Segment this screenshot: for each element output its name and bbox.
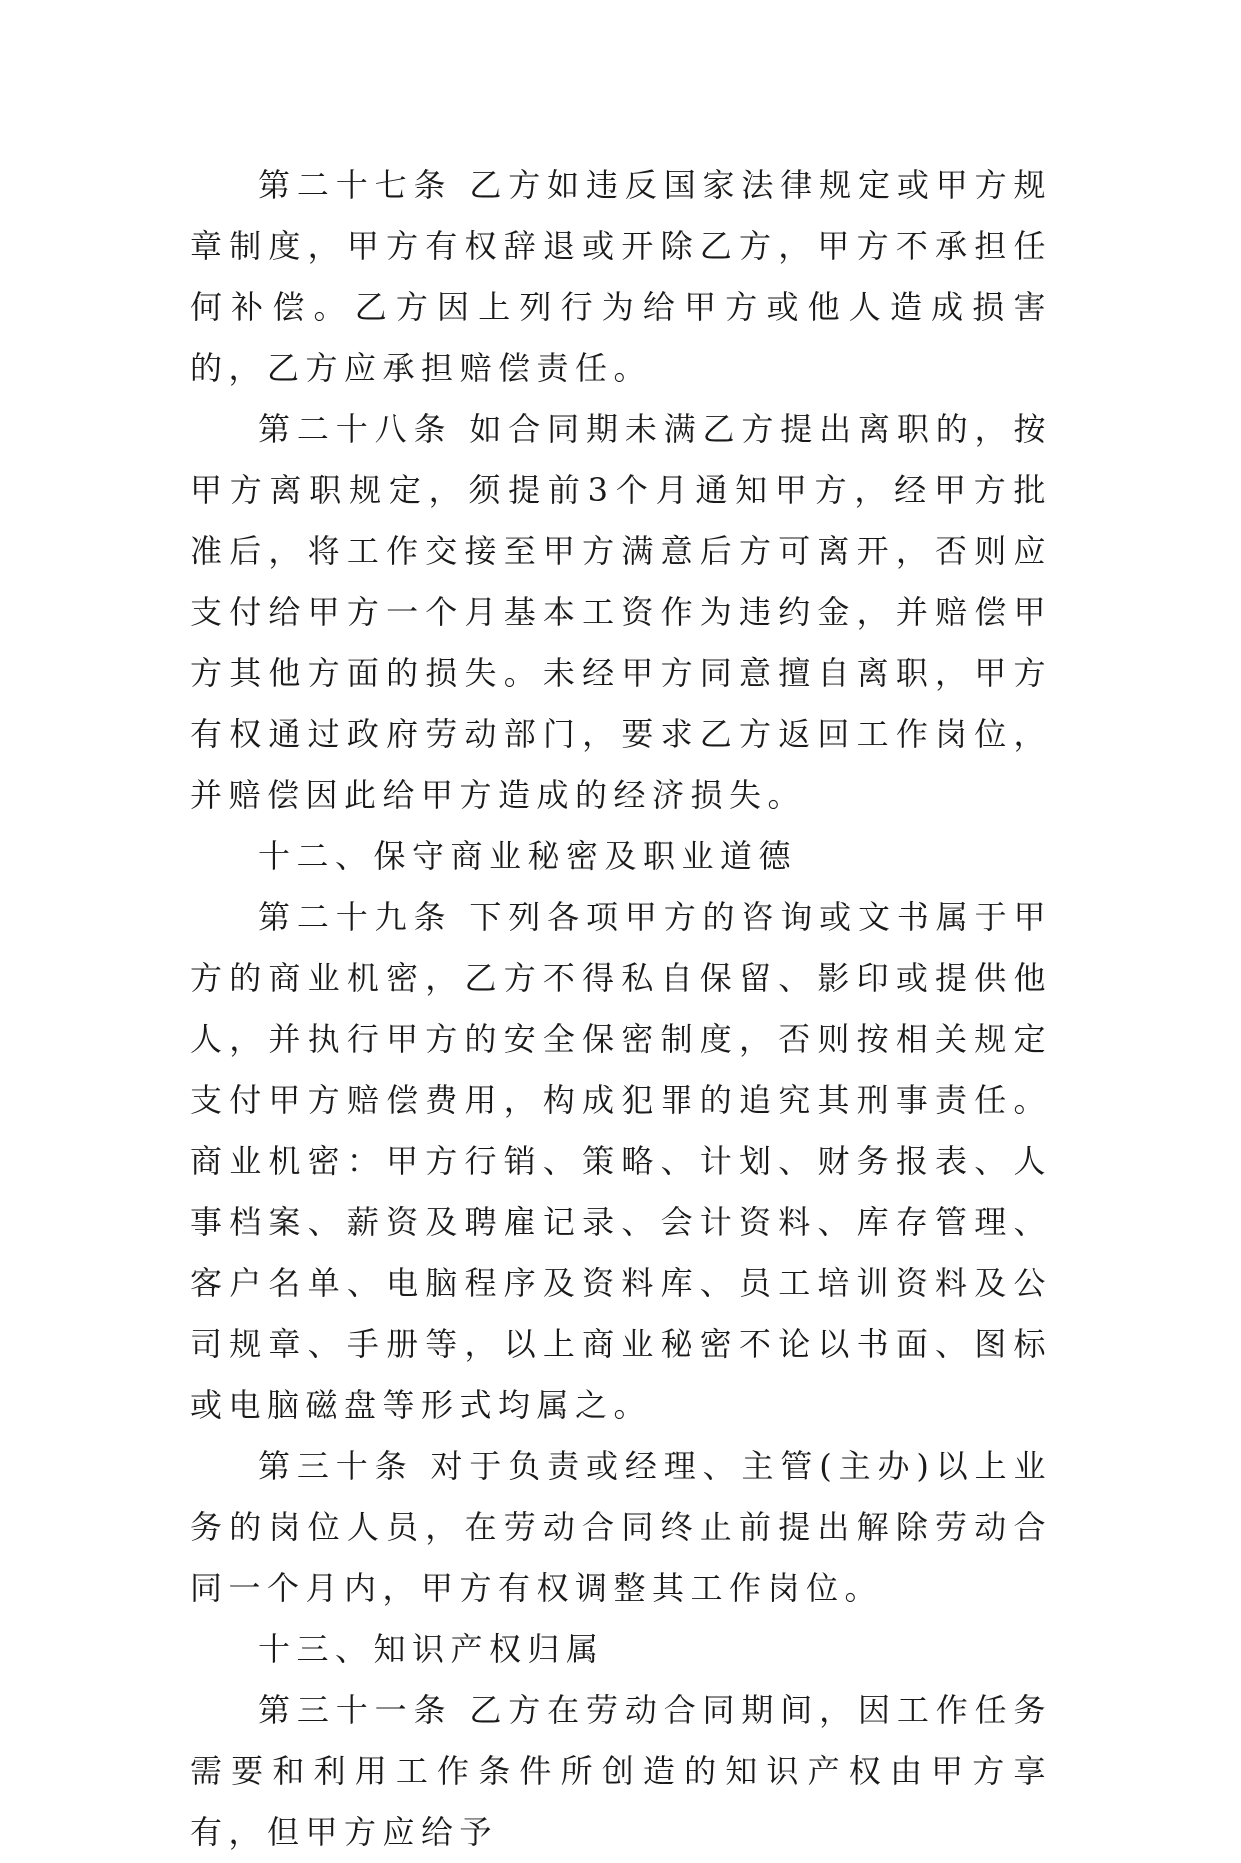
article-31-paragraph: 第三十一条 乙方在劳动合同期间，因工作任务需要和利用工作条件所创造的知识产权由甲方享有，但甲方应给予 (190, 1691, 1052, 1851)
article-29-paragraph: 第二十九条 下列各项甲方的咨询或文书属于甲方的商业机密，乙方不得私自保留、影印或提供他人，并执行甲方的安全保密制度，否则按相关规定支付甲方赔偿费用，构成犯罪的追究其刑事责任。商业机密：甲方行销、策略、计划、财务报表、人事档案、薪资及聘雇记录、会计资料、库存管理、客户名单、电脑程序及资料库、员工培训资料及公司规章、手册等，以上商业秘密不论以书面、图标或电脑磁盘等形式均属之。 (190, 898, 1052, 1424)
article-30-paragraph: 第三十条 对于负责或经理、主管(主办)以上业务的岗位人员，在劳动合同终止前提出解除劳动合同一个月内，甲方有权调整其工作岗位。 (190, 1447, 1052, 1607)
article-27-paragraph: 第二十七条 乙方如违反国家法律规定或甲方规章制度，甲方有权辞退或开除乙方，甲方不承担任何补偿。乙方因上列行为给甲方或他人造成损害的，乙方应承担赔偿责任。 (190, 166, 1052, 387)
article-28-paragraph: 第二十八条 如合同期未满乙方提出离职的，按甲方离职规定，须提前3个月通知甲方，经甲方批准后，将工作交接至甲方满意后方可离开，否则应支付给甲方一个月基本工资作为违约金，并赔偿甲方其他方面的损失。未经甲方同意擅自离职，甲方有权通过政府劳动部门，要求乙方返回工作岗位，并赔偿因此给甲方造成的经济损失。 (190, 410, 1052, 814)
section-13-heading: 十三、知识产权归属 (258, 1630, 605, 1668)
document-body (190, 155, 1052, 1863)
section-12-heading: 十二、保守商业秘密及职业道德 (258, 837, 798, 875)
